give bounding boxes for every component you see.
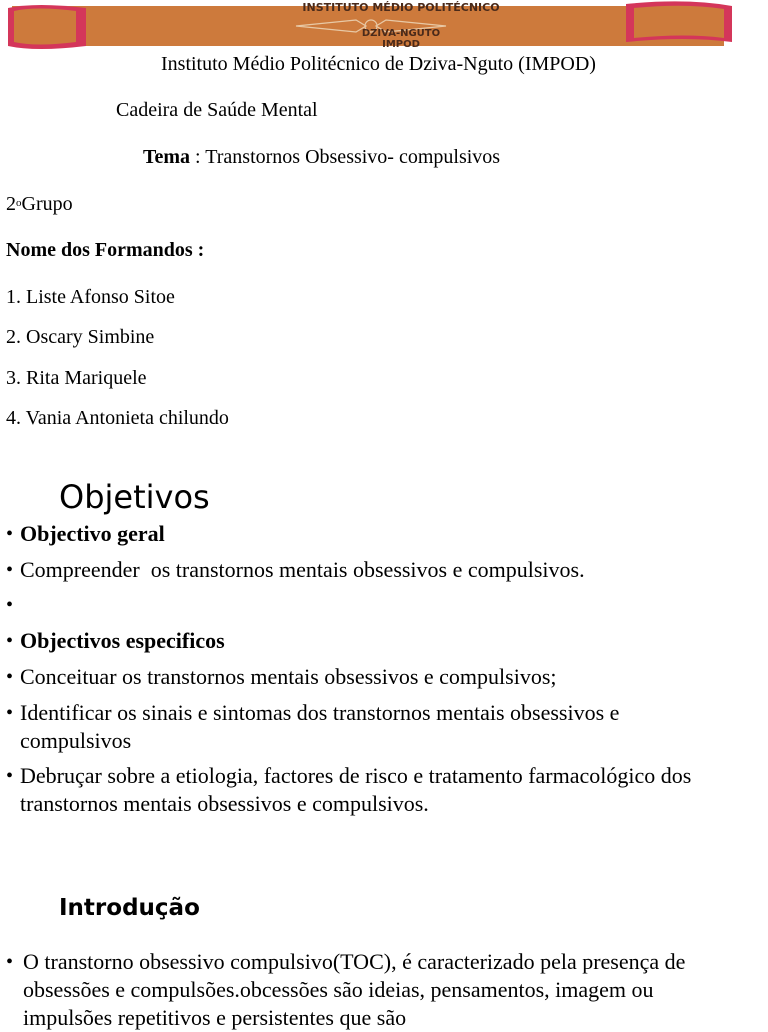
- general-objective-label: Objectivo geral: [20, 521, 165, 546]
- banner-line-1: INSTITUTO MÉDIO POLITÉCNICO: [302, 1, 500, 14]
- student-item: 4. Vania Antonieta chilundo: [6, 407, 229, 429]
- banner-right-curl-inner: [634, 6, 724, 38]
- names-heading: Nome dos Formandos :: [6, 239, 205, 261]
- theme-label: Tema: [143, 146, 191, 168]
- banner-line-2: DZIVA-NGUTO: [361, 28, 441, 39]
- bullet-item: [6, 627, 746, 655]
- student-item: 1. Liste Afonso Sitoe: [6, 286, 175, 308]
- bullet-item: [6, 520, 746, 548]
- specific-objective-text: Conceituar os transtornos mentais obsessivos e compulsivos;: [20, 664, 557, 689]
- group-ordinal: o: [16, 197, 22, 209]
- introduction-heading: Introdução: [59, 895, 200, 921]
- bullet-marker: •: [6, 594, 14, 616]
- bullet-marker: •: [6, 951, 14, 973]
- bullet-item: [6, 762, 706, 818]
- institute-banner: [6, 0, 734, 50]
- specific-objectives-label: Objectivos especificos: [20, 628, 225, 653]
- group-word: Grupo: [21, 193, 73, 215]
- objectives-heading: Objetivos: [59, 478, 210, 516]
- banner-graphic: [6, 0, 734, 50]
- bullet-marker: •: [6, 559, 14, 581]
- theme-separator: :: [190, 146, 206, 168]
- group-number: 2: [6, 193, 16, 215]
- bullet-marker: •: [6, 523, 14, 545]
- theme-value: Transtornos Obsessivo- compulsivos: [205, 146, 501, 168]
- bullet-item: [6, 556, 746, 584]
- group-line: [6, 191, 73, 216]
- bullet-marker: •: [6, 702, 14, 724]
- general-objective-text: Compreender os transtornos mentais obsessivos e compulsivos.: [20, 557, 585, 582]
- banner-left-curl-inner: [14, 9, 76, 45]
- introduction-paragraph: O transtorno obsessivo compulsivo(TOC), é caracterizado pela presença de obsessões e compulsões.obcessões são ideias, pensamentos, imagem ou impulsões repetitivos e persistentes que são: [23, 949, 686, 1030]
- bullet-marker: •: [6, 630, 14, 652]
- bullet-item: [6, 663, 746, 691]
- specific-objective-text: Debruçar sobre a etiologia, factores de risco e tratamento farmacológico dos transtornos mentais obsessivos e compulsivos.: [20, 763, 692, 816]
- specific-objective-text: Identificar os sinais e sintomas dos transtornos mentais obsessivos e compulsivos: [20, 700, 620, 753]
- bullet-item: [6, 948, 736, 1032]
- bullet-item: [6, 699, 736, 755]
- bullet-marker: •: [6, 666, 14, 688]
- student-item: 3. Rita Mariquele: [6, 367, 147, 389]
- subject-name: Cadeira de Saúde Mental: [116, 99, 318, 121]
- banner-line-3: IMPOD: [382, 39, 420, 50]
- theme-line: [143, 145, 500, 169]
- institution-name: Instituto Médio Politécnico de Dziva-Nguto (IMPOD): [161, 53, 596, 75]
- bullet-marker: •: [6, 765, 14, 787]
- student-item: 2. Oscary Simbine: [6, 326, 155, 348]
